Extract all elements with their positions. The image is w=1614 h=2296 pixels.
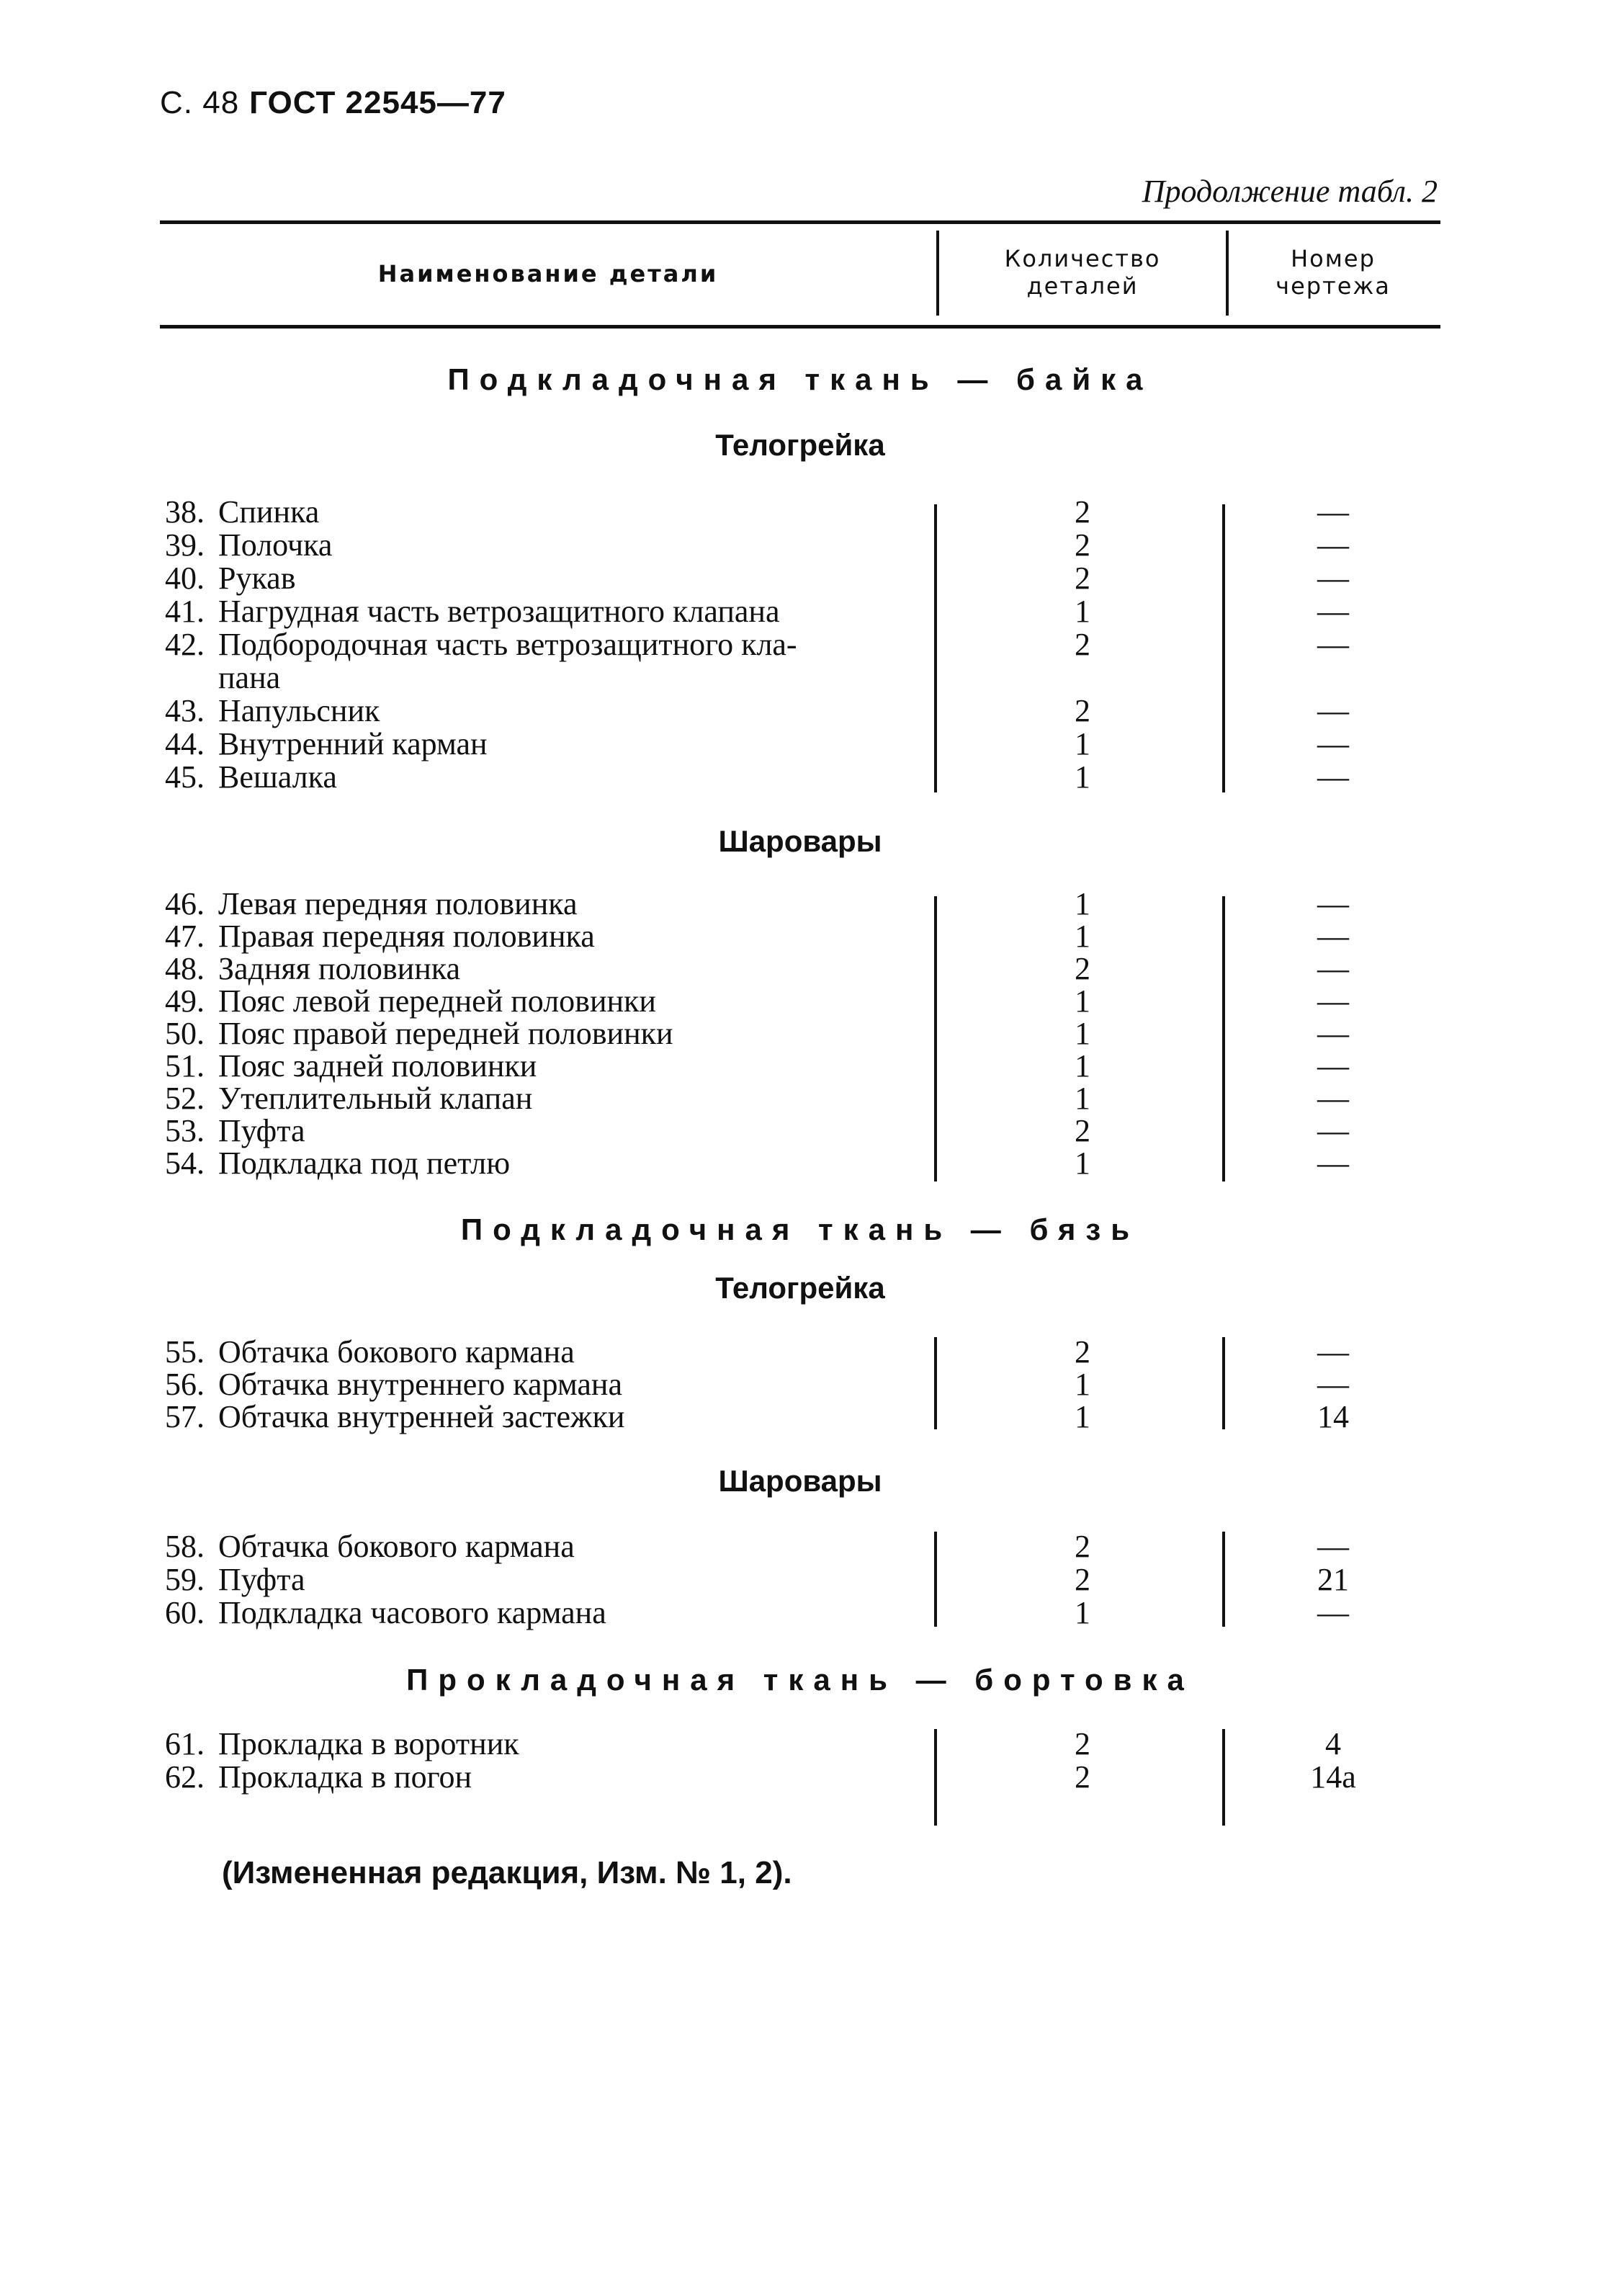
row-name: Напульсник	[218, 693, 380, 728]
row-quantity: 2	[1075, 1113, 1090, 1148]
subsection-heading: Шаровары	[718, 1464, 882, 1498]
row-name: Вешалка	[218, 759, 337, 795]
row-name: Обтачка бокового кармана	[218, 1529, 575, 1564]
row-number: 56.	[165, 1367, 205, 1402]
table-row	[0, 562, 1614, 595]
row-name: Пояс задней половинки	[218, 1048, 537, 1084]
table-row	[0, 1530, 1614, 1563]
row-quantity: 1	[1075, 1399, 1090, 1434]
row-name: Подкладка под петлю	[218, 1145, 511, 1181]
table-row	[0, 1728, 1614, 1761]
row-name: Пояс правой передней половинки	[218, 1016, 673, 1051]
row-number: 49.	[165, 983, 205, 1019]
row-drawing: 14а	[1310, 1759, 1356, 1795]
table-row	[0, 1082, 1614, 1115]
row-drawing: —	[1317, 494, 1349, 530]
row-drawing: —	[1317, 759, 1349, 795]
row-name: Утеплительный клапан	[218, 1081, 533, 1116]
row-name: Подкладка часового кармана	[218, 1595, 606, 1630]
row-drawing: 4	[1325, 1726, 1341, 1761]
row-number: 46.	[165, 886, 205, 921]
row-quantity: 2	[1075, 1759, 1090, 1795]
row-number: 57.	[165, 1399, 205, 1434]
table-row	[0, 1050, 1614, 1083]
row-quantity: 2	[1075, 627, 1090, 662]
row-name: Обтачка внутреннего кармана	[218, 1367, 622, 1402]
row-drawing: —	[1317, 1595, 1349, 1630]
table-row	[0, 1336, 1614, 1369]
row-quantity: 1	[1075, 983, 1090, 1019]
row-drawing: —	[1317, 1334, 1349, 1370]
row-quantity: 2	[1075, 527, 1090, 563]
section-heading: Подкладочная ткань — байка	[447, 362, 1153, 396]
row-number: 59.	[165, 1562, 205, 1597]
row-drawing: —	[1317, 951, 1349, 986]
row-quantity: 2	[1075, 494, 1090, 530]
table-row	[0, 1563, 1614, 1596]
row-name: Рукав	[218, 560, 296, 596]
table-row	[0, 761, 1614, 794]
table-row	[0, 888, 1614, 921]
row-name: пана	[218, 660, 281, 695]
row-name: Нагрудная часть ветрозащитного клапана	[218, 594, 780, 629]
column-header-drawing-line1: Номер	[1291, 245, 1376, 272]
row-number: 42.	[165, 627, 205, 662]
row-name: Правая передняя половинка	[218, 919, 595, 954]
row-drawing: —	[1317, 983, 1349, 1019]
row-drawing: 14	[1317, 1399, 1349, 1434]
row-drawing: —	[1317, 1529, 1349, 1564]
row-quantity: 1	[1075, 1595, 1090, 1630]
row-quantity: 1	[1075, 1367, 1090, 1402]
row-number: 45.	[165, 759, 205, 795]
row-quantity: 2	[1075, 560, 1090, 596]
row-number: 40.	[165, 560, 205, 596]
row-name: Обтачка бокового кармана	[218, 1334, 575, 1370]
row-drawing: —	[1317, 919, 1349, 954]
row-number: 55.	[165, 1334, 205, 1370]
row-number: 48.	[165, 951, 205, 986]
row-quantity: 1	[1075, 594, 1090, 629]
row-drawing: —	[1317, 627, 1349, 662]
table-row	[0, 694, 1614, 728]
table-top-rule	[160, 220, 1440, 224]
table-row	[0, 1401, 1614, 1434]
row-number: 51.	[165, 1048, 205, 1084]
amendment-note: (Измененная редакция, Изм. № 1, 2).	[222, 1855, 792, 1890]
page-label: С. 48	[160, 85, 240, 120]
table-row	[0, 1596, 1614, 1630]
row-name: Прокладка в погон	[218, 1759, 472, 1795]
column-header-quantity-line2: деталей	[1026, 272, 1139, 300]
column-header-quantity-line1: Количество	[1004, 245, 1161, 272]
row-quantity: 1	[1075, 759, 1090, 795]
table-row	[0, 496, 1614, 529]
row-name: Спинка	[218, 494, 320, 530]
table-row	[0, 920, 1614, 953]
row-quantity: 1	[1075, 1016, 1090, 1051]
row-quantity: 2	[1075, 1334, 1090, 1370]
subsection-heading: Телогрейка	[715, 428, 885, 462]
row-drawing: —	[1317, 1016, 1349, 1051]
row-name: Пуфта	[218, 1562, 305, 1597]
row-quantity: 1	[1075, 886, 1090, 921]
row-number: 44.	[165, 726, 205, 761]
table-row	[0, 1368, 1614, 1401]
section-heading: Прокладочная ткань — бортовка	[406, 1663, 1194, 1697]
row-quantity: 1	[1075, 1081, 1090, 1116]
row-drawing: —	[1317, 527, 1349, 563]
table-header-rule	[160, 325, 1440, 329]
row-number: 43.	[165, 693, 205, 728]
row-quantity: 2	[1075, 693, 1090, 728]
row-number: 61.	[165, 1726, 205, 1761]
row-name: Пуфта	[218, 1113, 305, 1148]
column-header-drawing-line2: чертежа	[1275, 272, 1391, 300]
column-header-quantity	[939, 245, 1226, 300]
row-quantity: 2	[1075, 1529, 1090, 1564]
row-number: 53.	[165, 1113, 205, 1148]
row-drawing: —	[1317, 1048, 1349, 1084]
table-row	[0, 661, 1614, 694]
row-drawing: —	[1317, 594, 1349, 629]
row-quantity: 2	[1075, 951, 1090, 986]
row-drawing: —	[1317, 560, 1349, 596]
column-header-name: Наименование детали	[377, 260, 719, 287]
row-number: 60.	[165, 1595, 205, 1630]
row-number: 52.	[165, 1081, 205, 1116]
row-name: Обтачка внутренней застежки	[218, 1399, 625, 1434]
row-drawing: —	[1317, 1081, 1349, 1116]
subsection-heading: Шаровары	[718, 824, 882, 858]
row-quantity: 2	[1075, 1726, 1090, 1761]
table-row	[0, 595, 1614, 628]
row-quantity: 1	[1075, 1048, 1090, 1084]
row-number: 62.	[165, 1759, 205, 1795]
row-quantity: 2	[1075, 1562, 1090, 1597]
row-name: Подбородочная часть ветрозащитного кла-	[218, 627, 797, 662]
table-row	[0, 1017, 1614, 1050]
row-quantity: 1	[1075, 1145, 1090, 1181]
row-drawing: 21	[1317, 1562, 1349, 1597]
row-name: Задняя половинка	[218, 951, 461, 986]
table-row	[0, 985, 1614, 1018]
row-number: 47.	[165, 919, 205, 954]
table-row	[0, 728, 1614, 761]
row-quantity: 1	[1075, 726, 1090, 761]
table-continuation-label: Продолжение табл. 2	[1142, 174, 1438, 209]
row-name: Прокладка в воротник	[218, 1726, 519, 1761]
row-name: Пояс левой передней половинки	[218, 983, 656, 1019]
row-quantity: 1	[1075, 919, 1090, 954]
table-row	[0, 1115, 1614, 1148]
column-header-drawing	[1229, 245, 1438, 300]
table-row	[0, 628, 1614, 661]
table-row	[0, 1147, 1614, 1180]
table-row	[0, 529, 1614, 562]
row-drawing: —	[1317, 1145, 1349, 1181]
row-drawing: —	[1317, 726, 1349, 761]
row-number: 38.	[165, 494, 205, 530]
row-number: 41.	[165, 594, 205, 629]
row-name: Левая передняя половинка	[218, 886, 578, 921]
row-drawing: —	[1317, 886, 1349, 921]
row-name: Внутренний карман	[218, 726, 488, 761]
row-drawing: —	[1317, 693, 1349, 728]
row-drawing: —	[1317, 1113, 1349, 1148]
subsection-heading: Телогрейка	[715, 1271, 885, 1305]
row-number: 50.	[165, 1016, 205, 1051]
table-row	[0, 1761, 1614, 1794]
row-number: 39.	[165, 527, 205, 563]
row-name: Полочка	[218, 527, 333, 563]
row-number: 54.	[165, 1145, 205, 1181]
section-heading: Подкладочная ткань — бязь	[460, 1212, 1140, 1246]
standard-number: ГОСТ 22545—77	[249, 85, 506, 120]
page-header	[160, 85, 506, 121]
row-number: 58.	[165, 1529, 205, 1564]
row-drawing: —	[1317, 1367, 1349, 1402]
table-row	[0, 952, 1614, 986]
